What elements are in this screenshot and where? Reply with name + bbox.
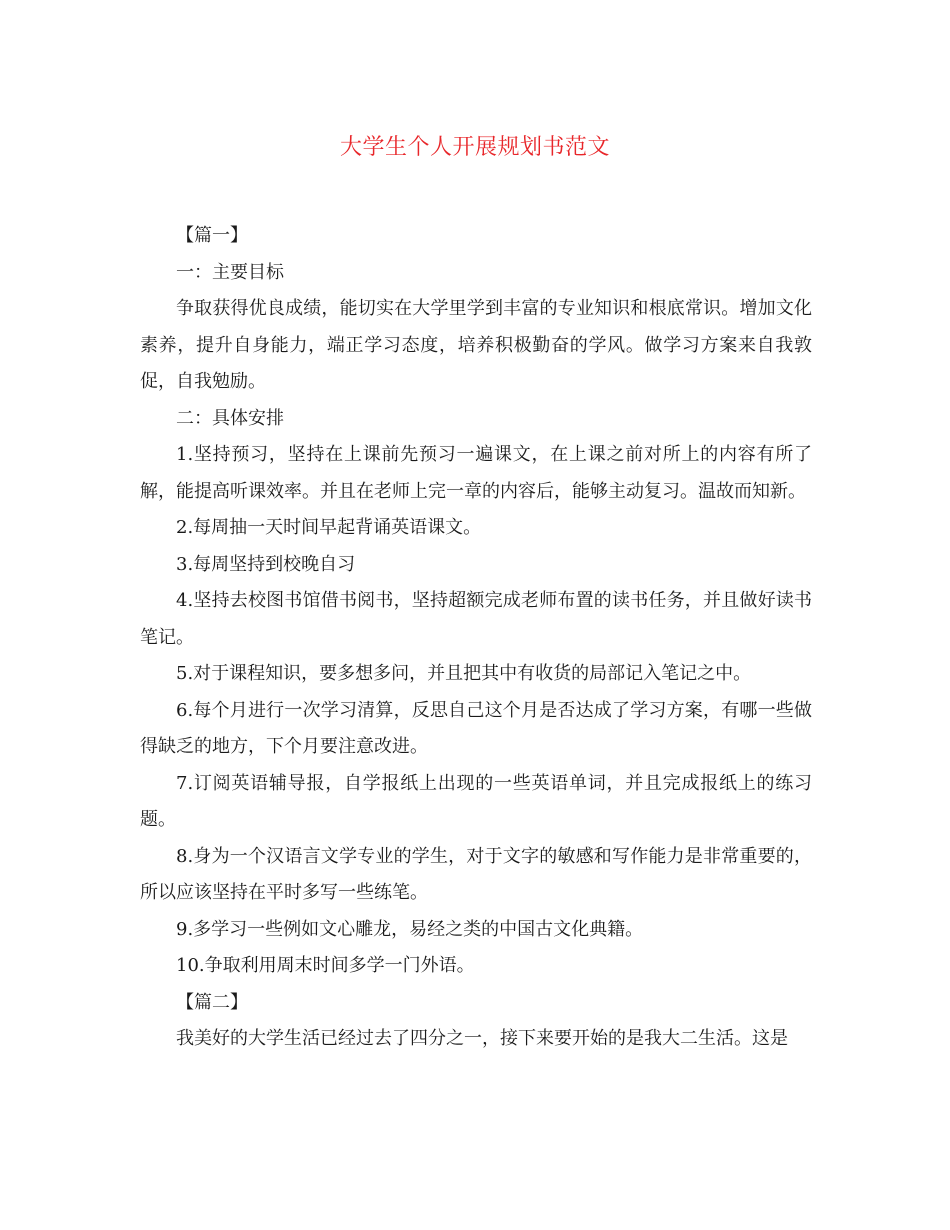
subheading-main-goal: 一：主要目标	[176, 261, 284, 283]
document-body	[140, 218, 812, 1058]
section-heading-2: 【篇二】	[176, 991, 248, 1013]
list-item-8: 8.身为一个汉语言文学专业的学生，对于文字的敏感和写作能力是非常重要的，所以应该坚持在平时多写一些练笔。	[140, 845, 812, 903]
list-item-1: 1.坚持预习，坚持在上课前先预习一遍课文，在上课之前对所上的内容有所了解，能提高听课效率。并且在老师上完一章的内容后，能够主动复习。温故而知新。	[140, 444, 812, 502]
list-item-7: 7.订阅英语辅导报，自学报纸上出现的一些英语单词，并且完成报纸上的练习题。	[140, 772, 812, 830]
list-item-3: 3.每周坚持到校晚自习	[176, 553, 356, 575]
list-item-10: 10.争取利用周末时间多学一门外语。	[176, 955, 475, 976]
list-item-6: 6.每个月进行一次学习清算，反思自己这个月是否达成了学习方案，有哪一些做得缺乏的地方，下个月要注意改进。	[140, 699, 812, 757]
list-item-4: 4.坚持去校图书馆借书阅书，坚持超额完成老师布置的读书任务，并且做好读书笔记。	[140, 590, 812, 648]
section-heading-1: 【篇一】	[176, 225, 248, 246]
list-item-2: 2.每周抽一天时间早起背诵英语课文。	[176, 517, 482, 538]
list-item-5: 5.对于课程知识，要多想多问，并且把其中有收货的局部记入笔记之中。	[176, 663, 752, 684]
paragraph-goal: 争取获得优良成绩，能切实在大学里学到丰富的专业知识和根底常识。增加文化素养，提升自身能力，端正学习态度，培养积极勤奋的学风。做学习方案来自我敦促，自我勉励。	[140, 298, 812, 392]
list-item-9: 9.多学习一些例如文心雕龙，易经之类的中国古文化典籍。	[176, 918, 644, 940]
document-title: 大学生个人开展规划书范文	[339, 135, 610, 160]
paragraph-intro-2: 我美好的大学生活已经过去了四分之一，接下来要开始的是我大二生活。这是	[176, 1028, 788, 1049]
subheading-arrangement: 二：具体安排	[176, 407, 284, 429]
